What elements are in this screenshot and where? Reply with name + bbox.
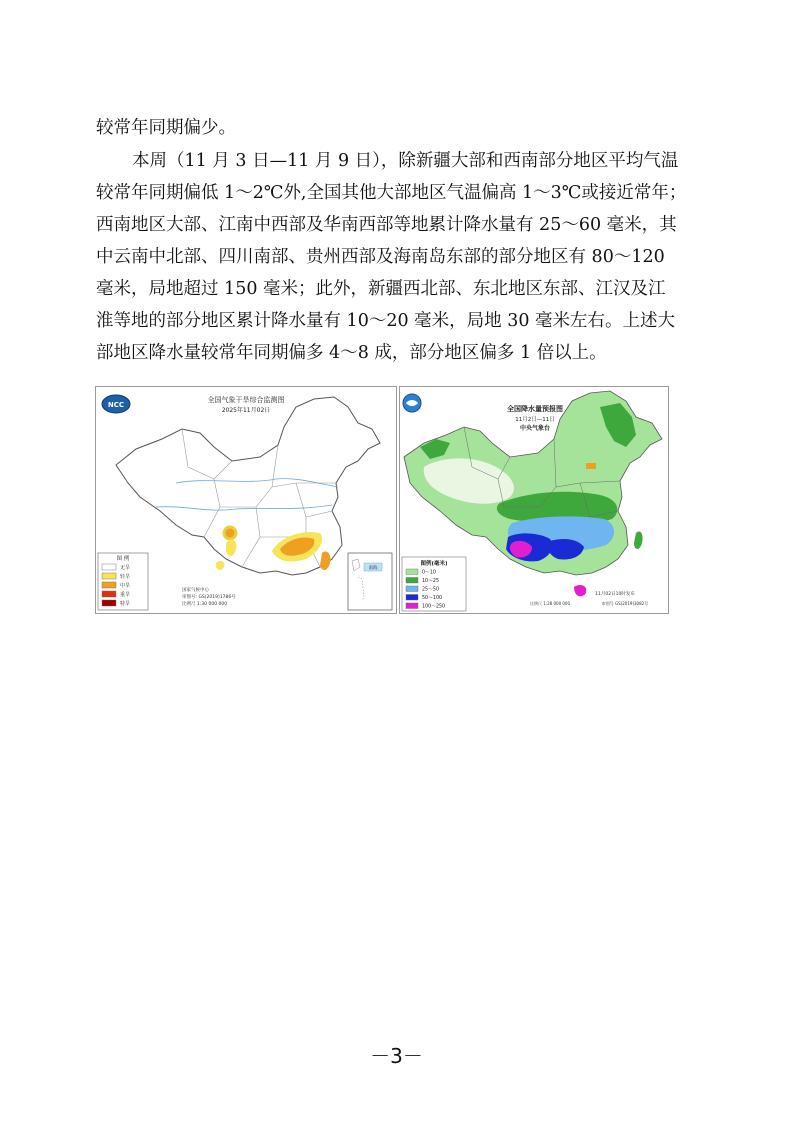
figure-maps — [95, 386, 669, 614]
precip-legend-label: 0～10 — [422, 570, 436, 576]
paragraph-line: 部地区降水量较常年同期偏多 4～8 成，部分地区偏多 1 倍以上。 — [96, 343, 607, 363]
precip-map-svg — [400, 387, 668, 613]
paragraph-tail: 较常年同期偏少。 — [96, 118, 236, 138]
precip-legend-swatch — [406, 578, 418, 584]
precip-map-date: 11月2日—11日 — [515, 417, 555, 423]
credit-line: 审图号: GS(2019)1786号 — [182, 595, 236, 600]
paragraph-weekly-summary — [96, 145, 700, 369]
precip-legend-label: 100～250 — [422, 604, 446, 610]
paragraph-line: 西南地区大部、江南中西部及华南西部等地累计降水量有 25～60 毫米，其 — [96, 215, 677, 235]
precip-map-title: 全国降水量预报图 — [507, 405, 563, 413]
china-outline — [116, 397, 380, 575]
paragraph-line: 毫米，局地超过 150 毫米；此外，新疆西北部、东北地区东部、江汉及江 — [96, 279, 666, 299]
precip-legend-label: 25～50 — [422, 587, 440, 593]
paragraph-line: 中云南中北部、四川南部、贵州西部及海南岛东部的部分地区有 80～120 — [96, 247, 665, 267]
drought-map-date: 2025年11月02日 — [221, 407, 271, 414]
credit-line: 国家气候中心 — [182, 588, 209, 593]
precip-legend-swatch — [406, 595, 418, 601]
drought-legend-title: 图 例 — [116, 556, 130, 562]
drought-legend-label: 重旱 — [120, 592, 131, 598]
drought-legend-label: 特旱 — [120, 601, 131, 607]
drought-legend-swatch — [102, 582, 116, 588]
drought-legend-label: 轻旱 — [120, 574, 131, 580]
logo-text: NCC — [107, 401, 125, 409]
precip-legend-title: 图例(毫米) — [420, 561, 448, 567]
paragraph-line: 较常年同期偏低 1～2℃外,全国其他大部地区气温偏高 1～3℃或接近常年； — [96, 183, 687, 203]
drought-legend-label: 中旱 — [120, 583, 131, 589]
precipitation-forecast-map — [399, 386, 669, 614]
precip-legend-label: 10～25 — [422, 579, 440, 584]
issue-time: 11月02日10时发布 — [595, 592, 635, 597]
drought-legend-swatch — [102, 591, 116, 597]
precip-map-org: 中央气象台 — [519, 425, 551, 432]
paragraph-line: 淮等地的部分地区累计降水量有 10～20 毫米，局地 30 毫米左右。上述大 — [96, 311, 676, 331]
drought-legend-label: 无旱 — [120, 565, 131, 571]
drought-map-svg — [96, 387, 396, 613]
drought-monitoring-map — [95, 386, 397, 614]
ncc-logo — [102, 395, 130, 413]
precip-legend-swatch — [406, 569, 418, 575]
drought-legend-swatch — [102, 600, 116, 606]
map-approval: 审图号 GS(2019)3082号 — [601, 601, 649, 606]
precip-legend-swatch — [406, 603, 418, 609]
page-number: －3－ — [370, 1044, 423, 1068]
drought-legend-swatch — [102, 564, 116, 570]
body-text — [96, 112, 700, 144]
drought-legend-swatch — [102, 573, 116, 579]
inset-label: 南海 — [368, 566, 378, 571]
credit-line: 比例尺 1:30 000 000 — [182, 602, 228, 607]
cma-logo — [403, 394, 421, 412]
map-scale: 比例尺 1:28 000 000 — [529, 601, 571, 606]
precip-legend-label: 50～100 — [422, 596, 443, 601]
paragraph-line: 本周（11 月 3 日—11 月 9 日），除新疆大部和西南部分地区平均气温 — [132, 151, 679, 171]
precip-legend-swatch — [406, 586, 418, 592]
drought-map-title: 全国气象干旱综合监测图 — [207, 396, 285, 404]
